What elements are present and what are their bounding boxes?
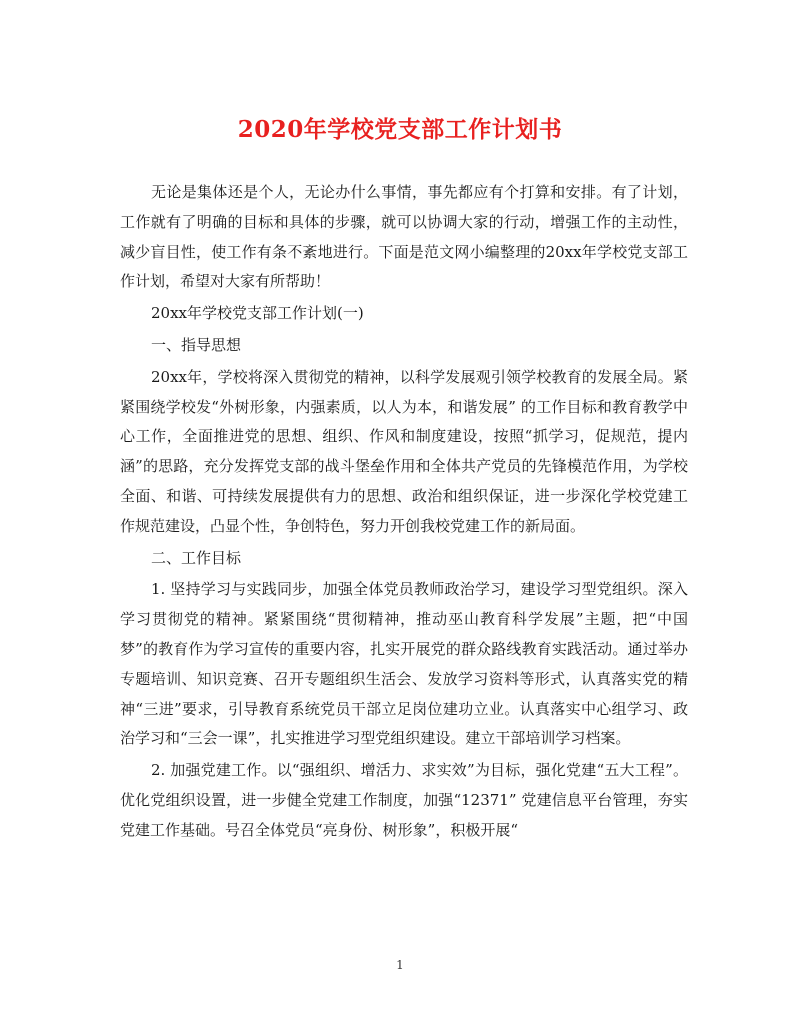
section-heading-guiding-ideology: 一、指导思想 [151,335,242,354]
intro-paragraph: 无论是集体还是个人，无论办什么事情，事先都应有个打算和安排。有了计划，工作就有了明确的目标和具体的步骤，就可以协调大家的行动，增强工作的主动性，减少盲目性，使工作有条不紊地进行。下面是范文网小编整理的20xx年学校党支部工作计划，希望对大家有所帮助！ [120,183,688,291]
work-goal-item-2: 2. 加强党建工作。以“强组织、增活力、求实效”为目标，强化党建“五大工程”。优化党组织设置，进一步健全党建工作制度，加强“12371” 党建信息平台管理，夯实党建工作基础。号召全体党员“亮身份、树形象”，积极开展“ [120,761,688,839]
page-number: 1 [396,958,404,972]
section-heading-work-goals: 二、工作目标 [151,548,242,567]
plan-subtitle: 20xx年学校党支部工作计划(一) [151,304,364,323]
document-body [120,178,688,848]
section-body-guiding-ideology: 20xx年，学校将深入贯彻党的精神，以科学发展观引领学校教育的发展全局。紧紧围绕学校发“外树形象，内强素质，以人为本，和谐发展” 的工作目标和教育教学中心工作，全面推进党的思想、组织、作风和制度建设，按照“抓学习，促规范，提内涵”的思路，充分发挥党支部的战斗堡垒作用和全体共产党员的先锋模范作用，为学校全面、和谐、可持续发展提供有力的思想、政治和组织保证，进一步深化学校党建工作规范建设，凸显个性，争创特色，努力开创我校党建工作的新局面。 [120,367,688,535]
document-title: 2020年学校党支部工作计划书 [237,116,563,143]
work-goal-item-1: 1. 坚持学习与实践同步，加强全体党员教师政治学习，建设学习型党组织。深入学习贯彻党的精神。紧紧围绕“贯彻精神，推动巫山教育科学发展”主题，把“中国梦”的教育作为学习宣传的重要内容，扎实开展党的群众路线教育实践活动。通过举办专题培训、知识竞赛、召开专题组织生活会、发放学习资料等形式，认真落实党的精神“三进”要求，引导教育系统党员干部立足岗位建功立业。认真落实中心组学习、政治学习和“三会一课”，扎实推进学习型党组织建设。建立干部培训学习档案。 [120,580,688,748]
